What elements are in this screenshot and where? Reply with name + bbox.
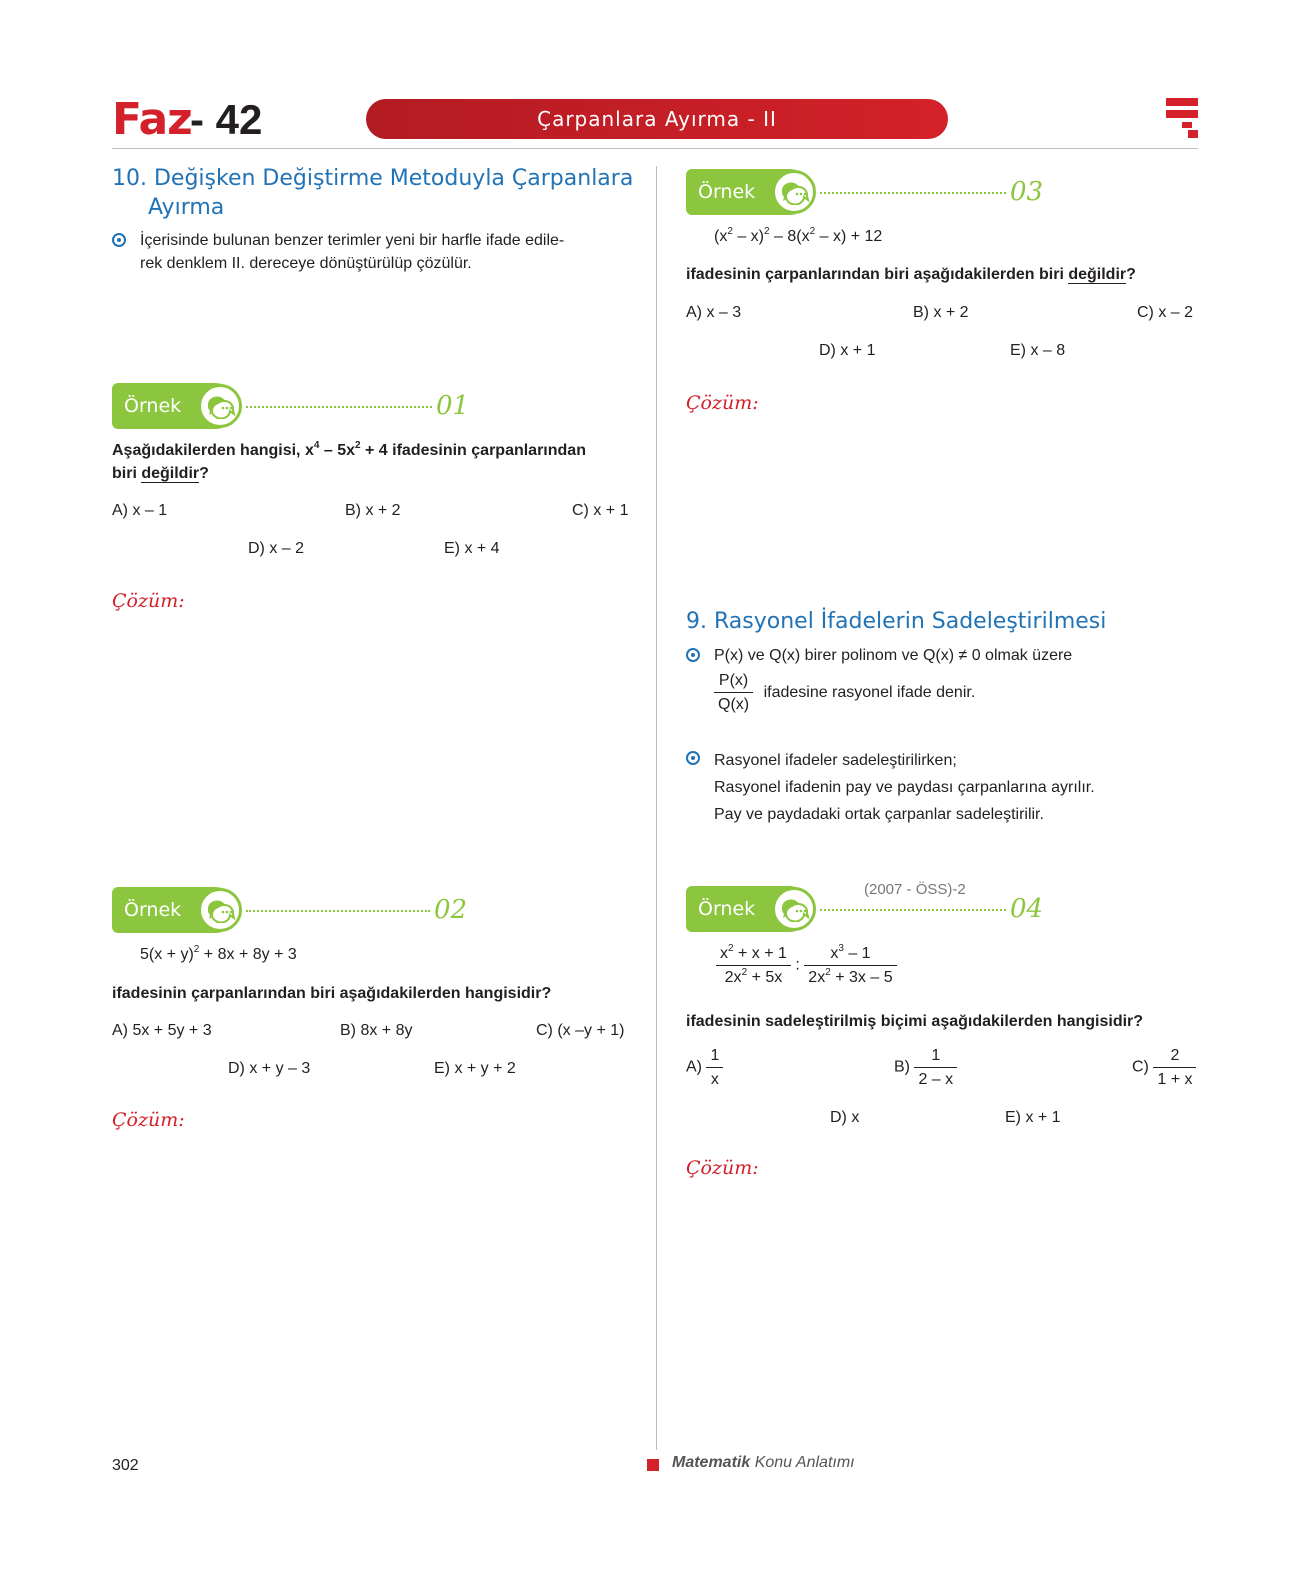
chat-bubbles-icon [198,888,242,932]
expr-text: 2x [724,969,742,986]
faz-logo: Faz [112,94,192,145]
expr-text: – 1 [843,945,871,962]
fraction [804,942,896,989]
option-b [894,1044,957,1091]
expr-exp: 2 [809,226,816,237]
q1-emphasis: değildir [141,465,200,482]
footer-square-icon [647,1459,659,1471]
q1-text: biri [112,465,142,482]
solution-label: Çözüm: [686,1157,759,1179]
expr-text: + 3x – 5 [830,969,893,986]
option-a: A) x – 1 [112,502,168,519]
chapter-title-bar [366,99,948,139]
q3-text: ifadesinin çarpanlarından biri aşağıdakilerden biri [686,266,1069,283]
fraction-numerator [804,942,896,966]
option-d: D) x + y – 3 [228,1060,311,1077]
ornek-label: Örnek [698,898,756,920]
example-02-badge [112,887,472,933]
example-03-question [686,263,1136,286]
q3-emphasis: değildir [1068,266,1127,283]
ornek-label: Örnek [124,395,182,417]
ornek-label: Örnek [124,899,182,921]
expr-text: – 8(x [769,228,810,245]
option-a: A) x – 3 [686,304,742,321]
option-label: B) [894,1058,910,1076]
option-b: B) x + 2 [345,502,401,519]
section-10-text-line1: İçerisinde bulunan benzer terimler yeni bir harfle ifade edile- [140,232,565,249]
fraction-numerator [716,942,791,966]
bullet2-line2: Pay ve paydadaki ortak çarpanlar sadeleştirilir. [714,806,1044,823]
source-tag: (2007 - ÖSS)-2 [864,881,966,898]
example-04-question: ifadesinin sadeleştirilmiş biçimi aşağıdakilerden hangisidir? [686,1013,1144,1030]
book-title [672,1454,855,1472]
bullet2-title: Rasyonel ifadeler sadeleştirilirken; [714,752,957,769]
expr-exp: 2 [741,967,748,978]
example-02-expression [140,943,297,966]
fraction-numerator: 1 [914,1044,957,1068]
fraction-denominator: 2 – x [918,1071,954,1088]
dotted-leader [820,909,1006,911]
fraction-denominator: Q(x) [718,696,750,713]
example-number: 01 [436,391,470,421]
option-e: E) x + y + 2 [434,1060,516,1077]
example-04-expression [716,942,897,989]
page-number: 302 [112,1457,139,1474]
section-10-title-line2: Ayırma [148,195,225,220]
expr-text: x [830,945,839,962]
q1-text: ? [199,465,209,482]
section-9-bullet2 [714,747,1095,828]
option-d: D) x [830,1109,860,1126]
example-03-expression [714,225,882,248]
section-10-text [140,229,628,275]
fraction-caption: ifadesine rasyonel ifade denir. [763,683,976,701]
fraction-denominator: 1 + x [1157,1071,1193,1088]
q1-text: + 4 ifadesinin çarpanlarından [360,442,586,459]
dotted-leader [246,406,432,408]
section-10-title-line1: 10. Değişken Değiştirme Metoduyla Çarpanlara [112,166,634,191]
expr-exp: 2 [764,226,770,237]
option-b: B) 8x + 8y [340,1022,413,1039]
fraction [706,1044,723,1091]
option-e: E) x + 4 [444,540,500,557]
option-a: A) 5x + 5y + 3 [112,1022,212,1039]
expr-text: – x) + 12 [815,228,883,245]
option-e: E) x – 8 [1010,342,1066,359]
section-9-bullet1: P(x) ve Q(x) birer polinom ve Q(x) ≠ 0 olmak üzere [714,647,1073,664]
fraction-numerator: 1 [706,1044,723,1068]
chat-bubbles-icon [198,384,242,428]
expr-exp: 3 [838,943,844,954]
example-01-badge [112,383,472,429]
bullet-icon [686,648,700,662]
divide-sign: : [795,956,800,974]
publisher-logo-icon [1166,98,1198,138]
section-9-title: 9. Rasyonel İfadelerin Sadeleştirilmesi [686,609,1107,634]
column-divider [656,166,657,1450]
expr-exp: 2 [193,944,200,955]
expr-text: 2x [808,969,826,986]
option-label: C) [1132,1058,1149,1076]
bullet-icon [686,751,700,765]
bullet2-line1: Rasyonel ifadenin pay ve paydası çarpanlarına ayrılır. [714,779,1095,796]
example-03-badge [686,169,1046,215]
expr-exp: 2 [727,226,733,237]
solution-label: Çözüm: [686,392,759,414]
option-d: D) x – 2 [248,540,305,557]
expr-text: (x [714,228,728,245]
dotted-leader [820,192,1006,194]
fraction-denominator [804,966,896,989]
bullet-icon [112,233,126,247]
q1-text: Aşağıdakilerden hangisi, x [112,442,314,459]
q3-text: ? [1126,266,1136,283]
example-number: 04 [1010,894,1044,924]
fraction [1153,1044,1196,1091]
rational-fraction [714,669,975,716]
fraction-numerator: P(x) [714,669,753,693]
fraction-numerator: 2 [1153,1044,1196,1068]
chat-bubbles-icon [772,887,816,931]
dotted-leader [246,910,430,912]
fraction-denominator [716,966,791,989]
example-number: 03 [1010,177,1044,207]
expr-text: + 8x + 8y + 3 [199,946,297,963]
expr-text: + 5x [747,969,783,986]
option-a [686,1044,723,1091]
expr-text: – x) [732,228,765,245]
option-c: C) (x –y + 1) [536,1022,625,1039]
fraction [716,942,791,989]
example-number: 02 [434,895,468,925]
example-01-question [112,439,628,485]
fraction [914,1044,957,1091]
expr-exp: 2 [825,967,831,978]
expr-exp: 2 [728,943,734,954]
chat-bubbles-icon [772,170,816,214]
ornek-label: Örnek [698,181,756,203]
example-02-question: ifadesinin çarpanlarından biri aşağıdakilerden hangisidir? [112,985,552,1002]
option-label: A) [686,1058,702,1076]
fraction [714,669,753,716]
q1-exp: 4 [313,440,320,451]
header-divider [112,148,1198,149]
option-b: B) x + 2 [913,304,969,321]
solution-label: Çözüm: [112,590,185,612]
section-10-text-line2: rek denklem II. dereceye dönüştürülüp çözülür. [140,255,472,272]
faz-number: - 42 [190,96,263,143]
option-d: D) x + 1 [819,342,876,359]
chapter-title: Çarpanlara Ayırma - II [537,107,777,131]
option-e: E) x + 1 [1005,1109,1061,1126]
q1-exp: 2 [355,440,361,451]
fraction-denominator: x [710,1071,719,1088]
book-title-rest: Konu Anlatımı [750,1454,855,1471]
q1-text: – 5x [319,442,355,459]
option-c: C) x + 1 [572,502,629,519]
book-title-bold: Matematik [672,1454,751,1471]
expr-text: 5(x + y) [140,946,194,963]
option-c: C) x – 2 [1137,304,1194,321]
solution-label: Çözüm: [112,1109,185,1131]
expr-text: + x + 1 [733,945,787,962]
option-c [1132,1044,1196,1091]
expr-text: x [720,945,728,962]
